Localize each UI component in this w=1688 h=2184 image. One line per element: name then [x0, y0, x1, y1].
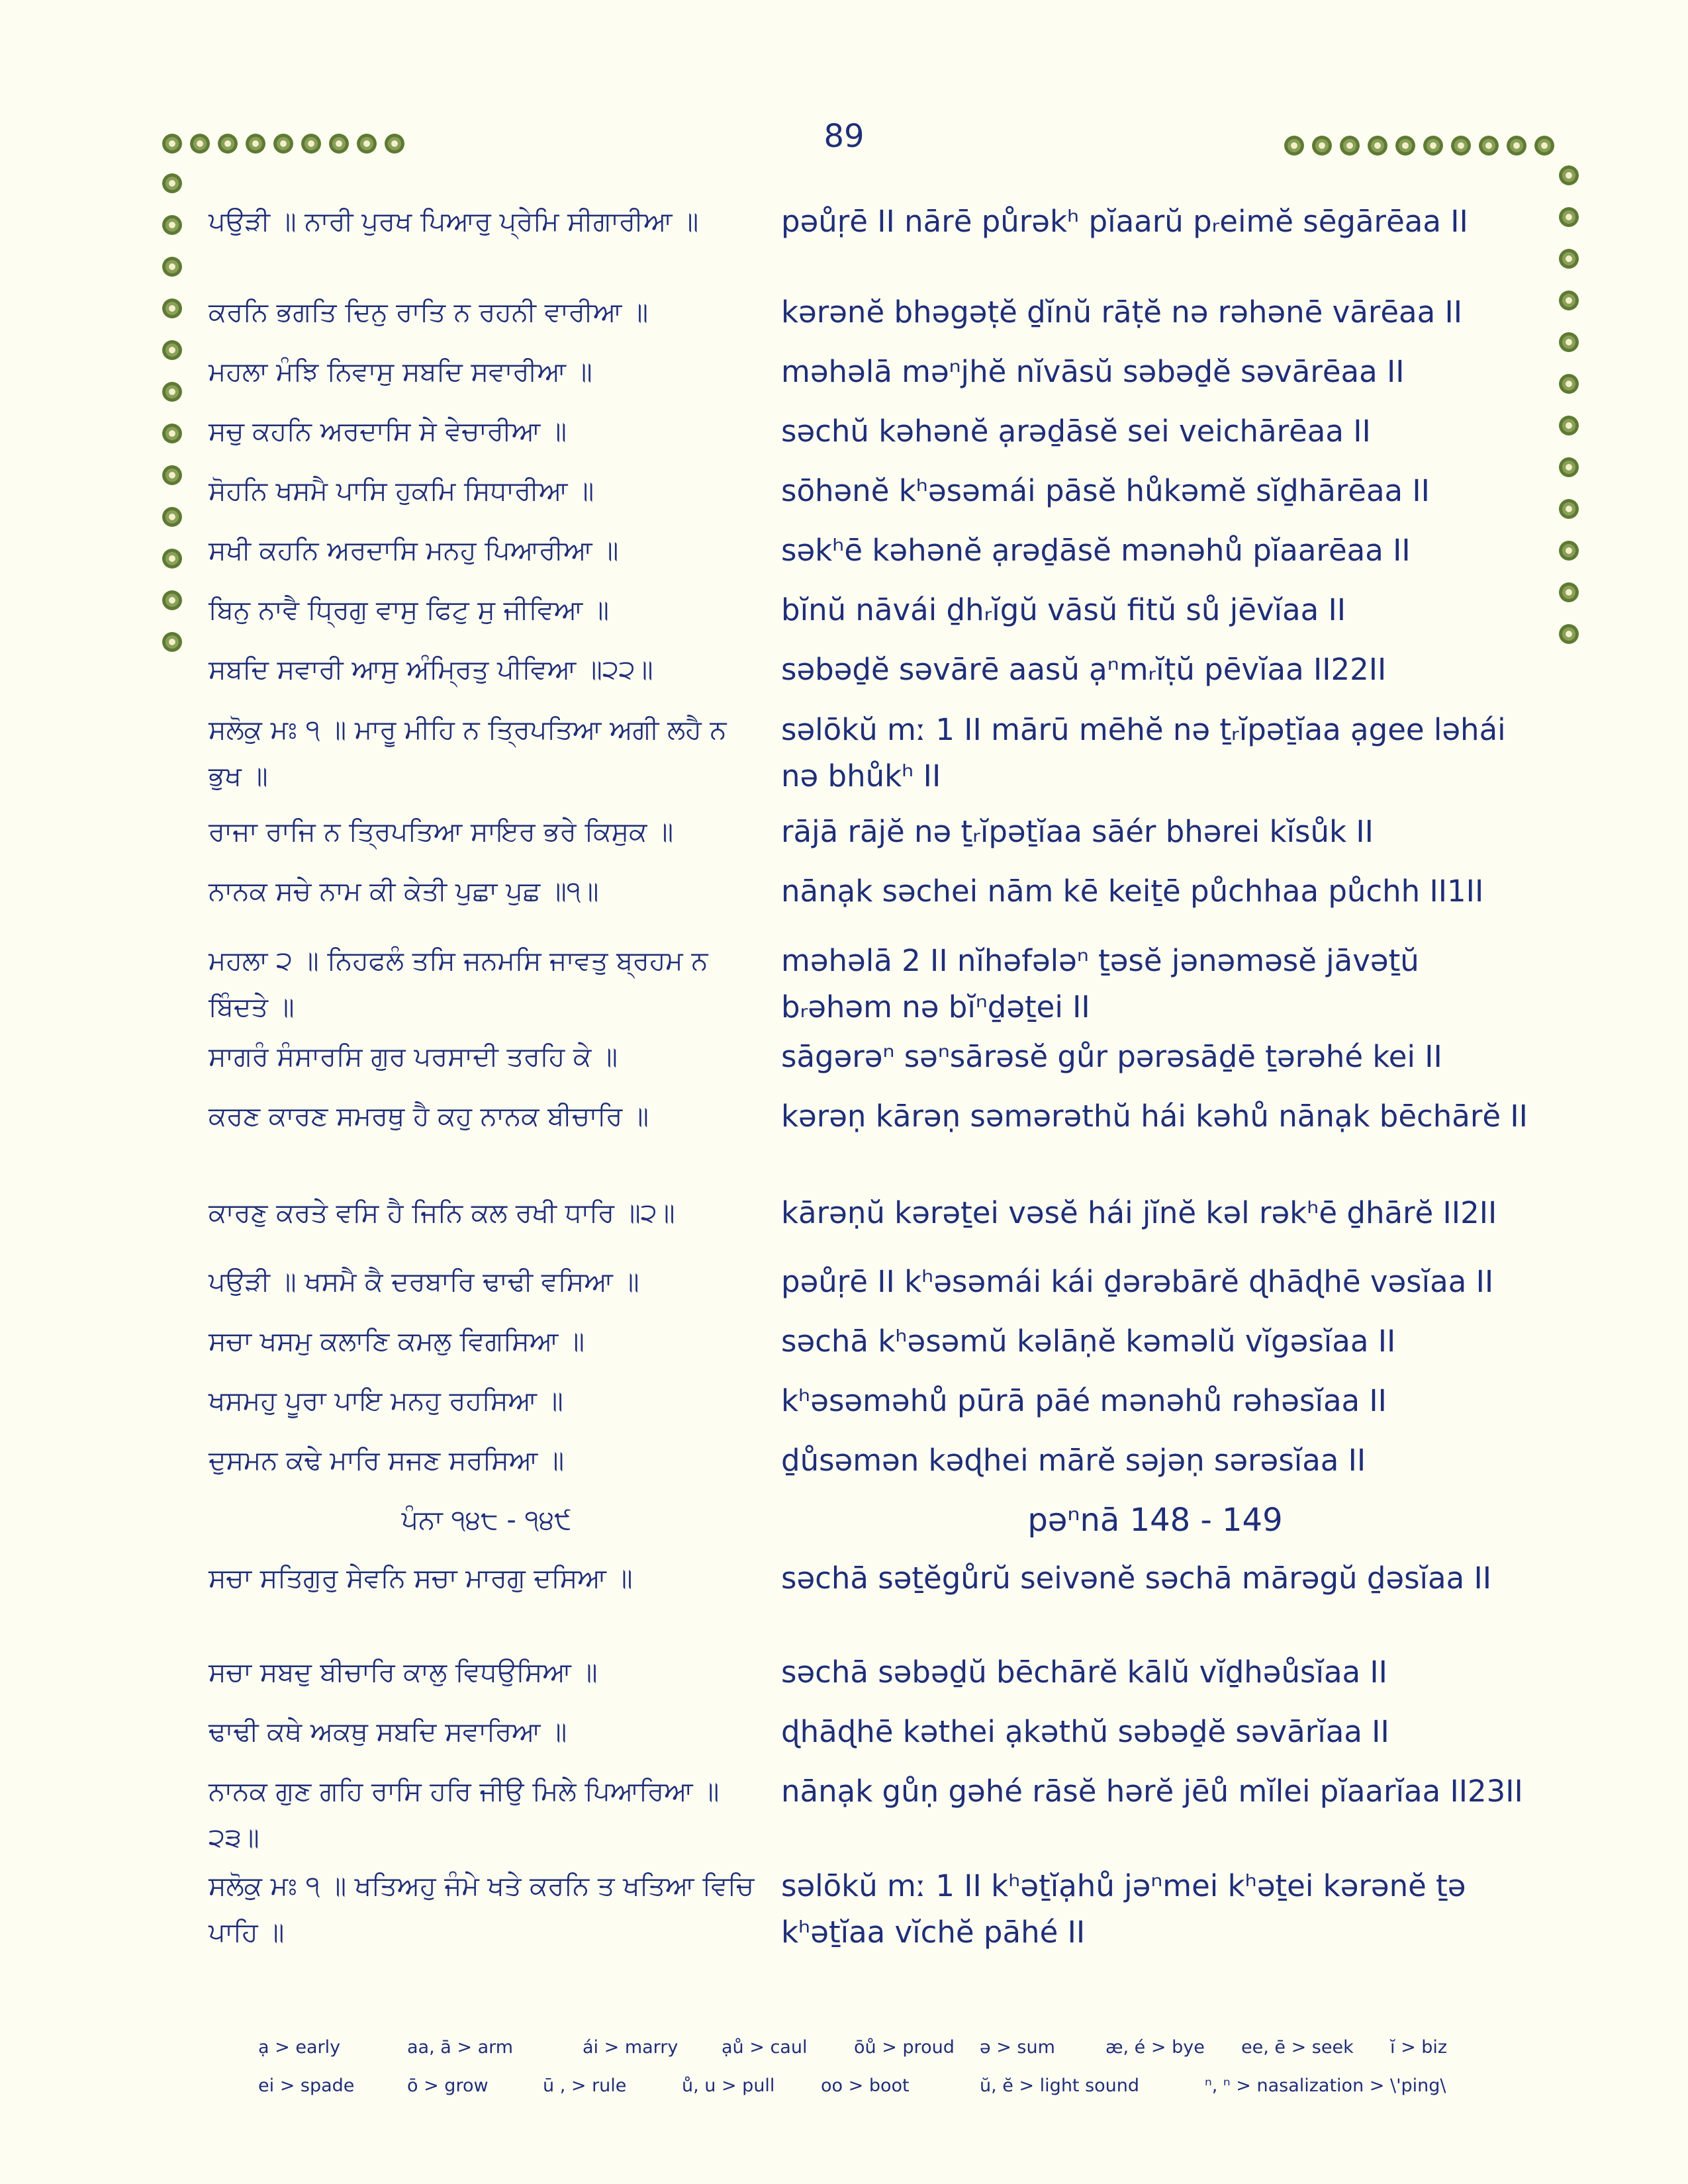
flower-ornament-icon — [162, 632, 182, 652]
transliteration-text: pəůṛē II nārē půrəkʰ pĭaarŭ pᵣeimĕ sēgārēaa II — [781, 204, 1468, 239]
flower-ornament-icon — [246, 134, 265, 154]
flower-ornament-icon — [1423, 136, 1443, 156]
transliteration-text: ḏůsəmən kəɖhei mārĕ səjəṇ sərəsĭaa II — [781, 1443, 1366, 1478]
flower-ornament-icon — [162, 340, 182, 360]
flower-ornament-icon — [1284, 136, 1304, 156]
transliteration-text: kārəṇŭ kərəṯei vəsĕ hái jĭnĕ kəl rəkʰē ḏhārĕ II2II — [781, 1195, 1497, 1230]
flower-ornament-icon — [162, 257, 182, 277]
legend-entry: ạ > early — [258, 2037, 341, 2058]
legend-entry: æ, é > bye — [1105, 2037, 1205, 2058]
gurmukhi-text: ਢਾਢੀ ਕਥੇ ਅਕਥੁ ਸਬਦਿ ਸਵਾਰਿਆ ॥ — [209, 1717, 567, 1747]
gurmukhi-text: ਸਖੀ ਕਹਨਿ ਅਰਦਾਸਿ ਮਨਹੁ ਪਿਆਰੀਆ ॥ — [209, 535, 619, 566]
legend-entry: ŭ, ĕ > light sound — [980, 2075, 1140, 2096]
transliteration-text: nānạk səchei nām kē keiṯē půchhaa půchh II1II — [781, 874, 1484, 909]
flower-ornament-icon — [329, 134, 349, 154]
flower-ornament-icon — [1479, 136, 1499, 156]
flower-ornament-icon — [162, 590, 182, 610]
flower-ornament-icon — [162, 465, 182, 485]
transliteration-text: sōhənĕ kʰəsəmái pāsĕ hůkəmĕ sĭḏhārēaa II — [781, 473, 1430, 508]
gurmukhi-text: ਮਹਲਾ ਮੰਝਿ ਨਿਵਾਸੁ ਸਬਦਿ ਸਵਾਰੀਆ ॥ — [209, 357, 592, 387]
flower-ornament-icon — [301, 134, 321, 154]
flower-ornament-icon — [1559, 249, 1579, 269]
transliteration-text: kʰəsəməhů pūrā pāé mənəhů rəhəsĭaa II — [781, 1383, 1387, 1418]
page-reference-transliteration: pəⁿnā 148 - 149 — [1027, 1502, 1283, 1539]
gurmukhi-text: ਸਲੋਕੁ ਮਃ ੧ ॥ ਮਾਰੂ ਮੀਹਿ ਨ ਤ੍ਰਿਪਤਿਆ ਅਗੀ ਲਹੈ ਨ ਭੁਖ ॥ — [209, 715, 727, 792]
gurmukhi-text: ਰਾਜਾ ਰਾਜਿ ਨ ਤ੍ਰਿਪਤਿਆ ਸਾਇਰ ਭਰੇ ਕਿਸੁਕ ॥ — [209, 817, 674, 847]
flower-ornament-icon — [162, 424, 182, 443]
legend-entry: ōů > proud — [854, 2037, 955, 2058]
legend-entry: ạů > caul — [722, 2037, 808, 2058]
flower-ornament-icon — [162, 382, 182, 402]
legend-entry: ō > grow — [407, 2075, 489, 2096]
transliteration-text: ɖhāɖhē kəthei ạkəthŭ səbəḏĕ səvārĭaa II — [781, 1714, 1389, 1749]
transliteration-text: səchā kʰəsəmŭ kəlāṇĕ kəməlŭ vĭgəsĭaa II — [781, 1324, 1396, 1359]
flower-ornament-icon — [1559, 416, 1579, 435]
legend-entry: ei > spade — [258, 2075, 355, 2096]
flower-ornament-icon — [162, 298, 182, 318]
transliteration-text: səchŭ kəhənĕ ạrəḏāsĕ sei veichārēaa II — [781, 414, 1371, 449]
flower-ornament-icon — [1559, 499, 1579, 519]
flower-ornament-icon — [1451, 136, 1471, 156]
legend-entry: ái > marry — [583, 2037, 679, 2058]
legend-entry: ee, ē > seek — [1241, 2037, 1354, 2058]
gurmukhi-text: ਸਚੁ ਕਹਨਿ ਅਰਦਾਸਿ ਸੇ ਵੇਚਾਰੀਆ ॥ — [209, 416, 567, 447]
legend-entry: aa, ā > arm — [407, 2037, 514, 2058]
flower-ornament-icon — [1559, 457, 1579, 477]
transliteration-text: nānạk gůṇ gəhé rāsĕ hərĕ jēů mĭlei pĭaarĭaa II23II — [781, 1774, 1523, 1809]
transliteration-text: məhəlā məⁿjhĕ nĭvāsŭ səbəḏĕ səvārēaa II — [781, 354, 1405, 389]
transliteration-text: rājā rājĕ nə ṯᵣĭpəṯĭaa sāér bhərei kĭsůk II — [781, 814, 1374, 849]
gurmukhi-text: ਬਿਨੁ ਨਾਵੈ ਧ੍ਰਿਗੁ ਵਾਸੁ ਫਿਟੁ ਸੁ ਜੀਵਿਆ ॥ — [209, 595, 610, 625]
flower-ornament-icon — [162, 507, 182, 527]
transliteration-text: kərəṇ kārəṇ səmərəthŭ hái kəhů nānạk bēchārĕ II — [781, 1099, 1528, 1134]
gurmukhi-text: ਸਬਦਿ ਸਵਾਰੀ ਆਸੁ ਅੰਮ੍ਰਿਤੁ ਪੀਵਿਆ ॥੨੨॥ — [209, 655, 653, 685]
page-reference-gurmukhi: ਪੰਨਾ ੧੪੮ - ੧੪੯ — [401, 1505, 572, 1535]
legend-entry: ĭ > biz — [1390, 2037, 1448, 2058]
flower-ornament-icon — [1559, 207, 1579, 227]
gurmukhi-text: ਮਹਲਾ ੨ ॥ ਨਿਹਫਲੰ ਤਸਿ ਜਨਮਸਿ ਜਾਵਤੁ ਬ੍ਰਹਮ ਨ ਬਿੰਦਤੇ ॥ — [209, 946, 708, 1023]
transliteration-text: səlōkŭ mː 1 II kʰəṯĭạhů jəⁿmei kʰəṯei kərənĕ ṯə kʰəṯĭaa vĭchĕ pāhé II — [781, 1868, 1466, 1950]
transliteration-text: məhəlā 2 II nĭhəfələⁿ ṯəsĕ jənəməsĕ jāvəṯŭ bᵣəhəm nə bĭⁿḏəṯei II — [781, 943, 1419, 1024]
flower-ornament-icon — [162, 549, 182, 569]
transliteration-text: səchā səṯĕgůrŭ seivənĕ səchā mārəgŭ ḏəsĭaa II — [781, 1561, 1492, 1596]
gurmukhi-text: ਸੋਹਨਿ ਖਸਮੈ ਪਾਸਿ ਹੁਕਮਿ ਸਿਧਾਰੀਆ ॥ — [209, 476, 594, 506]
flower-ornament-icon — [1559, 332, 1579, 352]
legend-entry: ů, u > pull — [682, 2075, 775, 2096]
gurmukhi-text: ਸਾਗਰੰ ਸੰਸਾਰਸਿ ਗੁਰ ਪਰਸਾਦੀ ਤਰਹਿ ਕੇ ॥ — [209, 1042, 618, 1072]
gurmukhi-text: ਕਰਣ ਕਾਰਣ ਸਮਰਥੁ ਹੈ ਕਹੁ ਨਾਨਕ ਬੀਚਾਰਿ ॥ — [209, 1101, 649, 1132]
flower-ornament-icon — [1368, 136, 1387, 156]
flower-ornament-icon — [1559, 165, 1579, 185]
legend-entry: oo > boot — [821, 2075, 910, 2096]
legend-entry: ə > sum — [980, 2037, 1055, 2058]
flower-ornament-icon — [1395, 136, 1415, 156]
flower-ornament-icon — [1559, 582, 1579, 602]
flower-ornament-icon — [1534, 136, 1554, 156]
gurmukhi-text: ਖਸਮਹੁ ਪੂਰਾ ਪਾਇ ਮਨਹੁ ਰਹਸਿਆ ॥ — [209, 1386, 563, 1416]
gurmukhi-text: ਸਚਾ ਸਬਦੁ ਬੀਚਾਰਿ ਕਾਲੁ ਵਿਧਉਸਿਆ ॥ — [209, 1657, 598, 1688]
legend-entry: ū , > rule — [543, 2075, 627, 2096]
flower-ornament-icon — [1559, 291, 1579, 310]
transliteration-text: kərənĕ bhəgəṭĕ ḏĭnŭ rāṭĕ nə rəhənē vārēaa II — [781, 295, 1463, 330]
gurmukhi-text: ਸਚਾ ਖਸਮੁ ਕਲਾਣਿ ਕਮਲੁ ਵਿਗਸਿਆ ॥ — [209, 1326, 585, 1357]
flower-ornament-icon — [385, 134, 404, 154]
gurmukhi-text: ਨਾਨਕ ਗੁਣ ਗਹਿ ਰਾਸਿ ਹਰਿ ਜੀਉ ਮਿਲੇ ਪਿਆਰਿਆ ॥੨੩॥ — [209, 1776, 720, 1853]
transliteration-text: səkʰē kəhənĕ ạrəḏāsĕ mənəhů pĭaarēaa II — [781, 533, 1411, 568]
flower-ornament-icon — [1559, 374, 1579, 394]
flower-ornament-icon — [273, 134, 293, 154]
gurmukhi-text: ਦੁਸਮਨ ਕਢੇ ਮਾਰਿ ਸਜਣ ਸਰਸਿਆ ॥ — [209, 1445, 565, 1476]
transliteration-text: bĭnŭ nāvái ḏhᵣĭgŭ vāsŭ fitŭ sů jēvĭaa II — [781, 592, 1346, 627]
gurmukhi-text: ਸਲੋਕੁ ਮਃ ੧ ॥ ਖਤਿਅਹੁ ਜੰਮੇ ਖਤੇ ਕਰਨਿ ਤ ਖਤਿਆ ਵਿਚਿ ਪਾਹਿ ॥ — [209, 1871, 755, 1948]
transliteration-text: səchā səbəḏŭ bēchārĕ kālŭ vĭḏhəůsĭaa II — [781, 1655, 1387, 1690]
gurmukhi-text: ਕਰਨਿ ਭਗਤਿ ਦਿਨੁ ਰਾਤਿ ਨ ਰਹਨੀ ਵਾਰੀਆ ॥ — [209, 297, 649, 328]
flower-ornament-icon — [218, 134, 238, 154]
gurmukhi-text: ਪਉੜੀ ॥ ਖਸਮੈ ਕੈ ਦਰਬਾਰਿ ਢਾਢੀ ਵਸਿਆ ॥ — [209, 1267, 639, 1297]
page-number: 89 — [823, 118, 865, 155]
gurmukhi-text: ਸਚਾ ਸਤਿਗੁਰੁ ਸੇਵਨਿ ਸਚਾ ਮਾਰਗੁ ਦਸਿਆ ॥ — [209, 1563, 633, 1594]
legend-entry: ⁿ, ⁿ > nasalization > \'ping\ — [1205, 2075, 1446, 2096]
flower-ornament-icon — [1559, 624, 1579, 644]
transliteration-text: pəůṛē II kʰəsəmái kái ḏərəbārĕ ɖhāɖhē vəsĭaa II — [781, 1264, 1494, 1299]
flower-ornament-icon — [1340, 136, 1360, 156]
flower-ornament-icon — [162, 134, 182, 154]
flower-ornament-icon — [1312, 136, 1332, 156]
transliteration-text: sāgərəⁿ səⁿsārəsĕ gůr pərəsāḏē ṯərəhé kei II — [781, 1039, 1442, 1074]
gurmukhi-text: ਕਾਰਣੁ ਕਰਤੇ ਵਸਿ ਹੈ ਜਿਨਿ ਕਲ ਰਖੀ ਧਾਰਿ ॥੨॥ — [209, 1198, 675, 1228]
flower-ornament-icon — [162, 173, 182, 193]
flower-ornament-icon — [162, 215, 182, 235]
flower-ornament-icon — [190, 134, 210, 154]
flower-ornament-icon — [1559, 541, 1579, 561]
flower-ornament-icon — [1507, 136, 1526, 156]
gurmukhi-text: ਪਉੜੀ ॥ ਨਾਰੀ ਪੁਰਖ ਪਿਆਰੁ ਪ੍ਰੇਮਿ ਸੀਗਾਰੀਆ ॥ — [209, 206, 699, 237]
transliteration-text: səlōkŭ mː 1 II mārū mēhĕ nə ṯᵣĭpəṯĭaa ạgee ləhái nə bhůkʰ II — [781, 712, 1506, 794]
flower-ornament-icon — [357, 134, 377, 154]
transliteration-text: səbəḏĕ səvārē aasŭ ạⁿmᵣĭṭŭ pēvĭaa II22II — [781, 652, 1387, 687]
gurmukhi-text: ਨਾਨਕ ਸਚੇ ਨਾਮ ਕੀ ਕੇਤੀ ਪੁਛਾ ਪੁਛ ॥੧॥ — [209, 876, 599, 907]
